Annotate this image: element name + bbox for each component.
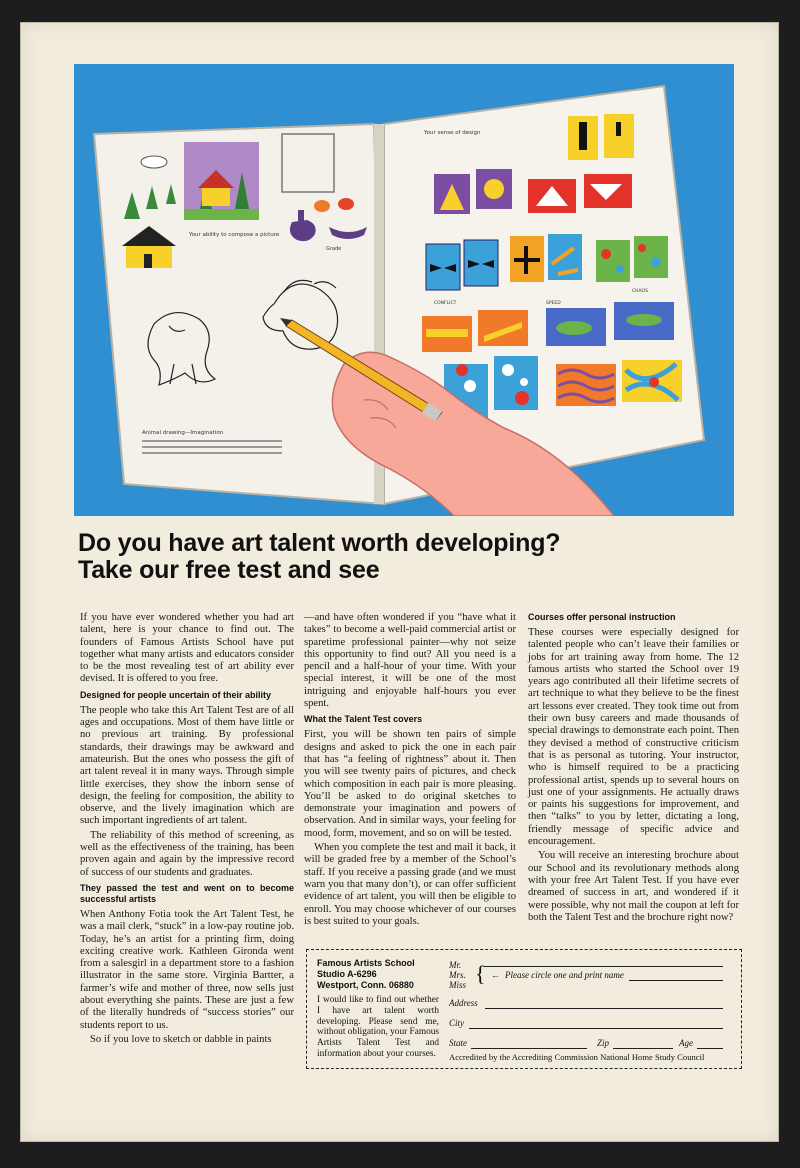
composition-picture	[184, 142, 259, 220]
paragraph: If you have ever wondered whether you had art talent, here is your chance to find out. The founders of Famous Artists School have put together what many artists and educators consider to be the most revealing test of art ability ever devised. It is offered to you free.	[80, 612, 294, 685]
paragraph: When Anthony Fotia took the Art Talent Test, he was a mail clerk, “stuck” in a low-pay routine job. Today, he’s an artist for a printing firm, doing exciting creative work. Kathleen Gironda went from a salesgirl in a department store to a fashion illustrator in the same store. Virginia Bartter, a farmer’s wife and mother of three, now sells just about everything she paints. These are just a few of the literally hundreds of “success stories” our students report to us.	[80, 908, 294, 1031]
paragraph: The reliability of this method of screening, as well as the effectiveness of the training, has been proven again and again by the impressive record of success of our students and graduates.	[80, 829, 294, 878]
arrow-icon: ←	[491, 970, 500, 980]
subheading: What the Talent Test covers	[304, 714, 423, 725]
svg-text:SPEED: SPEED	[546, 301, 561, 306]
age-label: Age	[679, 1038, 693, 1048]
text-column-1	[80, 612, 294, 1048]
subheading: They passed the test and went on to become successful artists	[80, 882, 294, 904]
paragraph: You will receive an interesting brochure about our School and its revolutionary methods along with your free Art Talent Test. If you have ever dreamed of success in art, and wondered if it were possible, why not mail the coupon at left for both the Talent Test and the brochure right now?	[528, 850, 739, 923]
coupon-school-info	[317, 958, 439, 1060]
headline-line1: Do you have art talent worth developing?	[78, 529, 561, 557]
paragraph: So if you love to sketch or dabble in paints	[90, 1033, 272, 1045]
address-label: Address	[449, 998, 478, 1008]
city-field[interactable]	[469, 1028, 723, 1029]
paragraph: These courses were especially designed for talented people who can’t leave their families or jobs for art training away from home. The 12 famous artists who started the School over 19 years ago contributed all their lifetime secrets of art technique to what they believe to be the finest art lessons ever created. They took time out from their own busy careers and made thousands of special drawings to demonstrate each point. Then they devised a method of constructive criticism that is as personal as tutoring. Your instructor, who is himself required to be a practicing professional artist, spends up to several hours on just one of your assignments. He actually draws or paints his suggestions for improvement, and then “talks” to you by letter, dictating a long, friendly message of specific advice and encouragement.	[528, 627, 739, 848]
state-field[interactable]	[471, 1048, 587, 1049]
svg-text:CONFLICT: CONFLICT	[434, 301, 457, 306]
subheading: Designed for people uncertain of their ability	[80, 689, 272, 700]
name-field[interactable]	[483, 966, 723, 967]
school-name: Famous Artists School	[317, 958, 415, 968]
text-column-2	[304, 612, 516, 930]
title-mrs[interactable]: Mrs.	[449, 970, 466, 980]
title-mr[interactable]: Mr.	[449, 960, 462, 970]
school-address: Westport, Conn. 06880	[317, 980, 414, 990]
title-miss[interactable]: Miss	[449, 980, 467, 990]
design-heading: Your sense of design	[424, 130, 481, 136]
address-field[interactable]	[485, 1008, 723, 1009]
illustration-art-test-book	[74, 64, 734, 516]
coupon-request-text: I would like to find out whether I have art talent worth developing. Please send me, without obligation, your Famous Artists Talent Test and information about your courses.	[317, 995, 439, 1059]
accreditation-note: Accredited by the Accrediting Commission National Home Study Council	[449, 1052, 705, 1062]
paragraph: —and have often wondered if you “have what it takes” to become a well-paid commercial artist or sparetime professional painter—why not seize this opportunity to find out? All you need is a pencil and a half-hour of your time. With your special interest, it will be one of the most intriguing and enjoyable half-hours you ever spent.	[304, 612, 516, 710]
headline-line2: Take our free test and see	[78, 556, 380, 584]
paragraph: First, you will be shown ten pairs of simple designs and asked to pick the one in each pair that has “a feeling of rightness” about it. Then you will see twenty pairs of pictures, and check which composition in each pair is more pleasing. You’ll be asked to do original sketches to demonstrate your imagination and powers of observation. And in similar ways, your feeling for mood, form, movement, and so on will be tested.	[304, 729, 516, 839]
zip-field[interactable]	[613, 1048, 673, 1049]
zip-label: Zip	[597, 1038, 610, 1048]
city-label: City	[449, 1018, 464, 1028]
title-brace: {	[475, 961, 486, 986]
paragraph: The people who take this Art Talent Test are of all ages and occupations. Most of them have little or no previous art training. By professional standards, their drawings may be awkward and amateurish. But the ones who possess the gift of art talent reveal it in many ways. Through simple little exercises, they show the inborn sense of design, the feeling for composition, the ability to observe, and the lively imagination which are such important ingredients of art talent.	[80, 704, 294, 827]
state-label: State	[449, 1038, 467, 1048]
svg-text:Grade: Grade	[326, 246, 342, 252]
circle-note: Please circle one and print name	[505, 970, 624, 980]
text-column-3	[528, 612, 739, 926]
mail-coupon[interactable]	[306, 949, 742, 1069]
studio-code: Studio A-6296	[317, 969, 377, 979]
age-field[interactable]	[697, 1048, 723, 1049]
paragraph: When you complete the test and mail it back, it will be graded free by a member of the School’s staff. If you receive a passing grade (and we must warn you that many don’t), or can offer sufficient evidence of art talent, you will then be eligible to enroll. You may choose whichever of our courses is best suited to your goals.	[304, 842, 516, 927]
animal-heading: Animal drawing—Imagination	[142, 430, 224, 436]
headline	[78, 530, 738, 584]
ability-heading: Your ability to compose a picture	[189, 232, 280, 238]
subheading: Courses offer personal instruction	[528, 612, 676, 622]
svg-text:CHAOS: CHAOS	[632, 289, 648, 294]
